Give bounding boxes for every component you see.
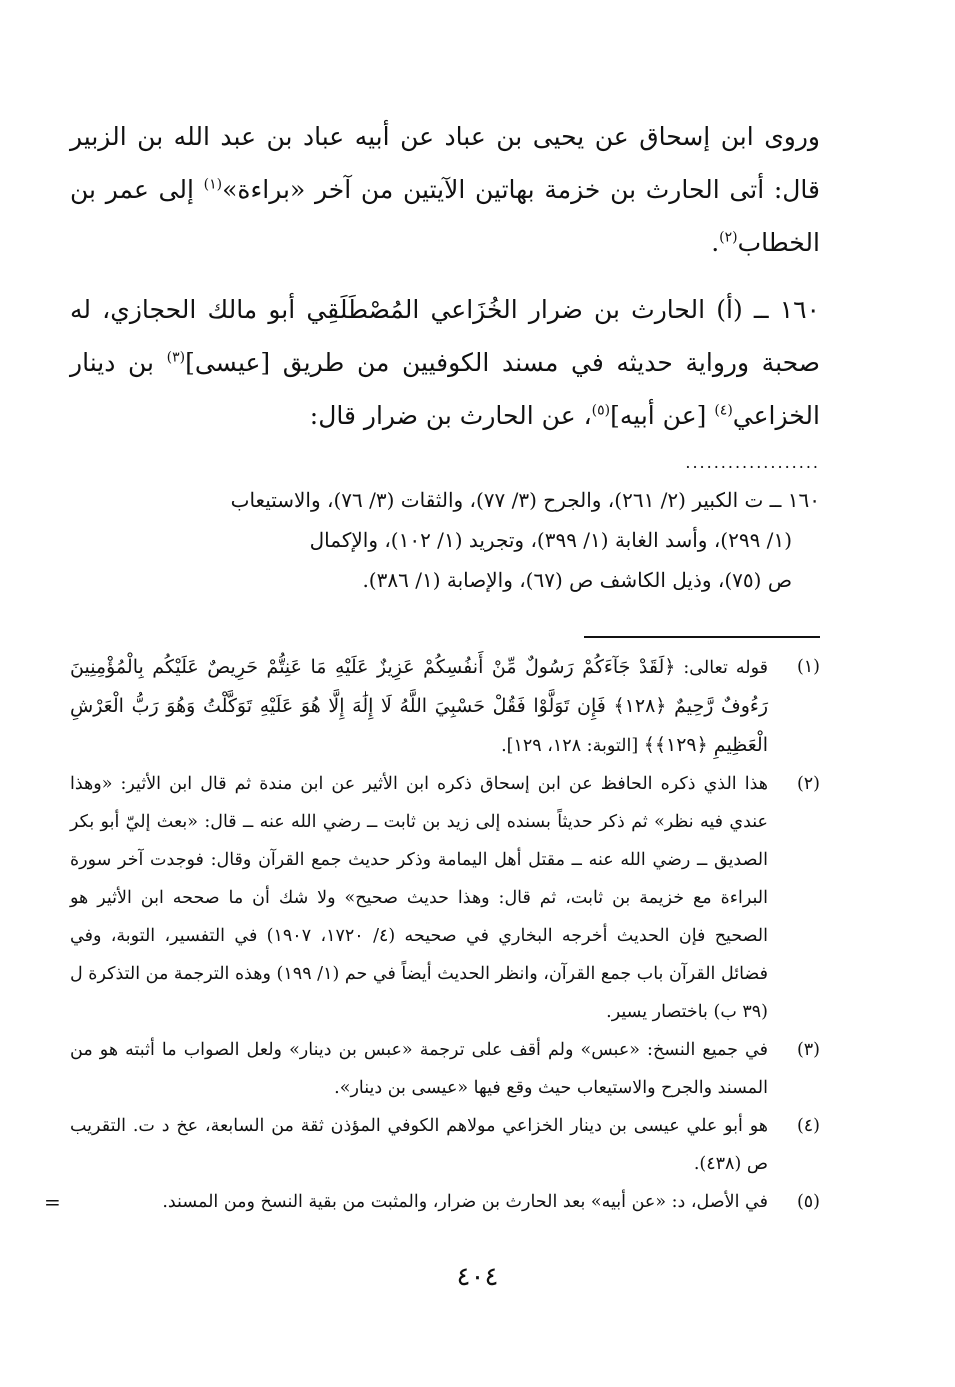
footnote-4-text: هو أبو علي عيسى بن دينار الخزاعي مولاهم الكوفي المؤذن ثقة من السابعة، عخ د ت. التقريب ص (٤٣٨). [70,1116,768,1174]
footnote-1-intro: قوله تعالى: [675,658,768,678]
footnote-3-text: في جميع النسخ: «عبس» ولم أقف على ترجمة «عبس بن دينار» ولعل الصواب ما أثبته هو من المسند والجرح والاستيعاب حيث وقع فيها «عيسى بن دينار». [70,1040,768,1098]
entry-160-paragraph [70,283,820,442]
para2-text-a: ١٦٠ ــ (أ) الحارث بن ضرار الخُزَاعي المُصْطَلَقِي أبو مالك الحجازي، له صحبة ورواية حديثه في مسند الكوفيين من طريق [عيسى] [70,295,820,377]
para1-end: . [711,228,720,257]
footnote-2 [70,765,820,1031]
footnote-number: (١) [796,657,820,677]
para2-text-d: ، عن الحارث بن ضرار قال: [309,401,592,430]
footnote-2-text: هذا الذي ذكره الحافظ عن ابن إسحاق ذكره ابن الأثير عن ابن مندة ثم قال ابن الأثير: «وهذا عندي فيه نظر» ثم ذكر حديثاً بسنده إلى زيد بن ثابت ــ رضي الله عنه ــ قال: «بعث إليّ أبو بكر الصديق ــ رضي الله عنه ــ مقتل أهل اليمامة وذكر حديث جمع القرآن وقال: فوجدت آخر سورة البراءة مع خزيمة بن ثابت، ثم قال: وهذا حديث صحيح» ولا شك أن ما صححه ابن الأثير هو الصحيح فإن الحديث أخرجه البخاري في صحيحه (٤/ ١٧٢٠، ١٩٠٧) في التفسير، التوبة، وفي فضائل القرآن باب جمع القرآن، وانظر الحديث أيضاً في حم (١/ ١٩٩) وهذه الترجمة من التذكرة ل (٣٩ ب) باختصار يسير. [70,774,768,1022]
footnote-1-reference: [التوبة: ١٢٨، ١٢٩]. [501,736,644,756]
sources-line-2: (١/ ٢٩٩)، وأسد الغابة (١/ ٣٩٩)، وتجريد (١/ ١٠٢)، والإكمال [309,528,792,552]
continuation-mark: = [44,1190,61,1214]
footnote-5 [44,1183,820,1221]
para2-text-b: بن دينار الخزاعي [70,348,820,430]
footnote-ref-4[interactable]: (٤) [714,402,733,419]
footnote-ref-1[interactable]: (١) [203,176,223,193]
footnote-number: (٥) [796,1192,820,1212]
footnote-5-text: في الأصل، د: «عن أبيه» بعد الحارث بن ضرار، والمثبت من بقية النسخ ومن المسند. [162,1192,768,1212]
sources-block [70,480,820,600]
footnote-1 [70,648,820,765]
footnote-4 [70,1107,820,1183]
footnote-ref-5[interactable]: (٥) [591,402,611,419]
sources-line-1: ١٦٠ ــ ت الكبير (٢/ ٢٦١)، والجرح (٣/ ٧٧)، والثقات (٣/ ٧٦)، والاستيعاب [230,488,820,512]
footnote-3 [70,1031,820,1107]
quran-verse: ﴿لَقَدْ جَآءَكُمْ رَسُولٌ مِّنْ أَنفُسِكُمْ عَزِيزٌ عَلَيْهِ مَا عَنِتُّمْ حَرِيصٌ عَلَيْكُم بِالْمُؤْمِنِينَ رَءُوفٌ رَّحِيمٌ ﴿١٢٨﴾ فَإِن تَوَلَّوْا فَقُلْ حَسْبِيَ اللَّهُ لَا إِلَٰهَ إِلَّا هُوَ عَلَيْهِ تَوَكَّلْتُ وَهُوَ رَبُّ الْعَرْشِ الْعَظِيمِ ﴿١٢٩﴾﴾ [70,656,768,756]
footnote-divider [584,636,820,638]
para1-text-b: إلى عمر بن الخطاب [70,175,820,257]
page-body [44,110,820,1221]
page-number: ٤٠٤ [456,1262,499,1292]
main-paragraph-1 [70,110,820,269]
footnote-number: (٢) [796,774,820,794]
dotted-separator: ................... [685,453,820,472]
sources-line-3: ص (٧٥)، وذيل الكاشف ص (٦٧)، والإصابة (١/ ٣٨٦). [362,568,792,592]
footnote-number: (٣) [796,1040,820,1060]
footnote-ref-2[interactable]: (٢) [719,229,738,246]
para2-text-c: [عن أبيه] [610,401,715,430]
footnote-number: (٤) [796,1116,820,1136]
footnote-ref-3[interactable]: (٣) [166,349,186,366]
para1-text: وروى ابن إسحاق عن يحيى بن عباد عن أبيه عباد بن عبد الله بن الزبير قال: أتى الحارث بن خزمة بهاتين الآيتين من آخر «براءة» [70,122,820,204]
